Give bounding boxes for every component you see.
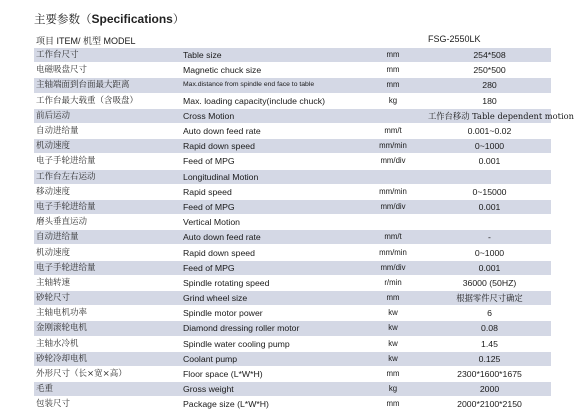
- spec-name-en: Max.distance from spindle end face to table: [176, 78, 358, 93]
- spec-unit: kw: [358, 351, 428, 366]
- table-row: [34, 336, 551, 351]
- spec-value: -: [428, 230, 551, 245]
- spec-unit: kg: [358, 93, 428, 108]
- table-row: [34, 275, 551, 290]
- spec-name-cn: 前后运动: [34, 108, 176, 123]
- spec-name-en: Feed of MPG: [176, 260, 358, 275]
- spec-name-cn: 电磁吸盘尺寸: [34, 63, 176, 78]
- table-row: [34, 230, 551, 245]
- spec-name-en: Gross weight: [176, 382, 358, 397]
- spec-value: 254*508: [428, 48, 551, 63]
- spec-value: 0.001~0.02: [428, 123, 551, 138]
- spec-value: 0.001: [428, 154, 551, 169]
- model-name: FSG-2550LK: [428, 34, 481, 44]
- spec-unit: kw: [358, 321, 428, 336]
- spec-value: 2000*2100*2150: [428, 397, 551, 412]
- spec-name-cn: 工作台尺寸: [34, 48, 176, 63]
- spec-name-cn: 毛重: [34, 382, 176, 397]
- spec-value: 2300*1600*1675: [428, 366, 551, 381]
- spec-name-cn: 砂轮尺寸: [34, 291, 176, 306]
- spec-name-en: Spindle rotating speed: [176, 275, 358, 290]
- spec-name-en: Package size (L*W*H): [176, 397, 358, 412]
- spec-name-cn: 电子手轮进给量: [34, 154, 176, 169]
- spec-name-cn: 自动进给量: [34, 123, 176, 138]
- spec-value: 36000 (50HZ): [428, 275, 551, 290]
- page-title: 主要参数（Specifications）: [34, 12, 185, 26]
- spec-unit: kw: [358, 306, 428, 321]
- spec-name-cn: 砂轮冷却电机: [34, 351, 176, 366]
- spec-value: 250*500: [428, 63, 551, 78]
- spec-name-cn: 移动速度: [34, 184, 176, 199]
- table-row: [34, 78, 551, 93]
- table-row: [34, 215, 551, 230]
- spec-value: 0.08: [428, 321, 551, 336]
- spec-value: 1.45: [428, 336, 551, 351]
- spec-name-en: Coolant pump: [176, 351, 358, 366]
- spec-name-cn: 主轴水冷机: [34, 336, 176, 351]
- spec-name-en: Floor space (L*W*H): [176, 366, 358, 381]
- spec-name-cn: 机动速度: [34, 139, 176, 154]
- spec-name-cn: 包装尺寸: [34, 397, 176, 412]
- table-row: [34, 321, 551, 336]
- spec-unit: mm/t: [358, 123, 428, 138]
- spec-name-en: Spindle motor power: [176, 306, 358, 321]
- table-row: [34, 123, 551, 138]
- spec-unit: mm: [358, 48, 428, 63]
- spec-name-en: Rapid down speed: [176, 245, 358, 260]
- spec-unit: [358, 215, 428, 230]
- spec-value: [428, 169, 551, 184]
- table-row: [34, 260, 551, 275]
- spec-name-cn: 金刚滚轮电机: [34, 321, 176, 336]
- spec-unit: mm/t: [358, 230, 428, 245]
- spec-unit: kg: [358, 382, 428, 397]
- spec-value: 6: [428, 306, 551, 321]
- spec-name-en: Auto down feed rate: [176, 230, 358, 245]
- spec-name-en: Feed of MPG: [176, 154, 358, 169]
- spec-name-en: Grind wheel size: [176, 291, 358, 306]
- spec-name-cn: 电子手轮进给量: [34, 199, 176, 214]
- spec-name-cn: 主轴电机功率: [34, 306, 176, 321]
- spec-name-cn: 主轴转速: [34, 275, 176, 290]
- spec-value: 0~15000: [428, 184, 551, 199]
- spec-unit: mm: [358, 397, 428, 412]
- spec-name-en: Vertical Motion: [176, 215, 358, 230]
- spec-unit: mm/div: [358, 154, 428, 169]
- table-row: [34, 199, 551, 214]
- table-row: [34, 306, 551, 321]
- spec-name-en: Max. loading capacity(include chuck): [176, 93, 358, 108]
- spec-name-cn: 工作台最大载重（含吸盘）: [34, 93, 176, 108]
- spec-name-cn: 主轴端面到台面最大距离: [34, 78, 176, 93]
- spec-value: 0~1000: [428, 245, 551, 260]
- spec-value: 0~1000: [428, 139, 551, 154]
- table-row: [34, 169, 551, 184]
- spec-name-en: Diamond dressing roller motor: [176, 321, 358, 336]
- spec-name-cn: 工作台左右运动: [34, 169, 176, 184]
- spec-value: 0.001: [428, 199, 551, 214]
- table-row: [34, 366, 551, 381]
- spec-name-en: Rapid down speed: [176, 139, 358, 154]
- spec-name-en: Magnetic chuck size: [176, 63, 358, 78]
- spec-unit: mm: [358, 291, 428, 306]
- spec-unit: kw: [358, 336, 428, 351]
- table-row: [34, 63, 551, 78]
- spec-name-en: Longitudinal Motion: [176, 169, 358, 184]
- spec-unit: mm/min: [358, 139, 428, 154]
- spec-name-en: Feed of MPG: [176, 199, 358, 214]
- spec-name-cn: 磨头垂直运动: [34, 215, 176, 230]
- spec-unit: r/min: [358, 275, 428, 290]
- spec-name-en: Rapid speed: [176, 184, 358, 199]
- spec-value: 0.001: [428, 260, 551, 275]
- spec-unit: mm/min: [358, 184, 428, 199]
- table-row: [34, 93, 551, 108]
- spec-unit: mm: [358, 63, 428, 78]
- spec-name-en: Spindle water cooling pump: [176, 336, 358, 351]
- spec-unit: mm/div: [358, 260, 428, 275]
- spec-table: [34, 48, 574, 413]
- table-row: [34, 351, 551, 366]
- spec-name-cn: 机动速度: [34, 245, 176, 260]
- table-row: [34, 184, 551, 199]
- table-row: [34, 291, 551, 306]
- table-row: [34, 397, 551, 412]
- spec-value: [428, 215, 551, 230]
- table-row: [34, 48, 551, 63]
- table-row: [34, 245, 551, 260]
- table-row: [34, 154, 551, 169]
- spec-value: 工作台移动 Table dependent motion: [428, 108, 551, 123]
- spec-name-cn: 自动进给量: [34, 230, 176, 245]
- spec-value: 280: [428, 78, 551, 93]
- spec-name-en: Auto down feed rate: [176, 123, 358, 138]
- spec-name-en: Table size: [176, 48, 358, 63]
- spec-value: 根据零件尺寸确定: [428, 291, 551, 306]
- spec-value: 2000: [428, 382, 551, 397]
- spec-unit: mm: [358, 366, 428, 381]
- item-model-label: 项目 ITEM/ 机型 MODEL: [36, 36, 136, 46]
- table-row: [34, 382, 551, 397]
- spec-unit: [358, 169, 428, 184]
- table-row: [34, 139, 551, 154]
- table-row: [34, 108, 551, 123]
- spec-name-en: Cross Motion: [176, 108, 358, 123]
- spec-name-cn: 电子手轮进给量: [34, 260, 176, 275]
- spec-unit: mm/div: [358, 199, 428, 214]
- spec-unit: [358, 108, 428, 123]
- spec-unit: mm/min: [358, 245, 428, 260]
- spec-value: 180: [428, 93, 551, 108]
- table-header: [34, 34, 544, 46]
- spec-unit: mm: [358, 78, 428, 93]
- spec-value: 0.125: [428, 351, 551, 366]
- spec-name-cn: 外形尺寸（长×宽×高）: [34, 366, 176, 381]
